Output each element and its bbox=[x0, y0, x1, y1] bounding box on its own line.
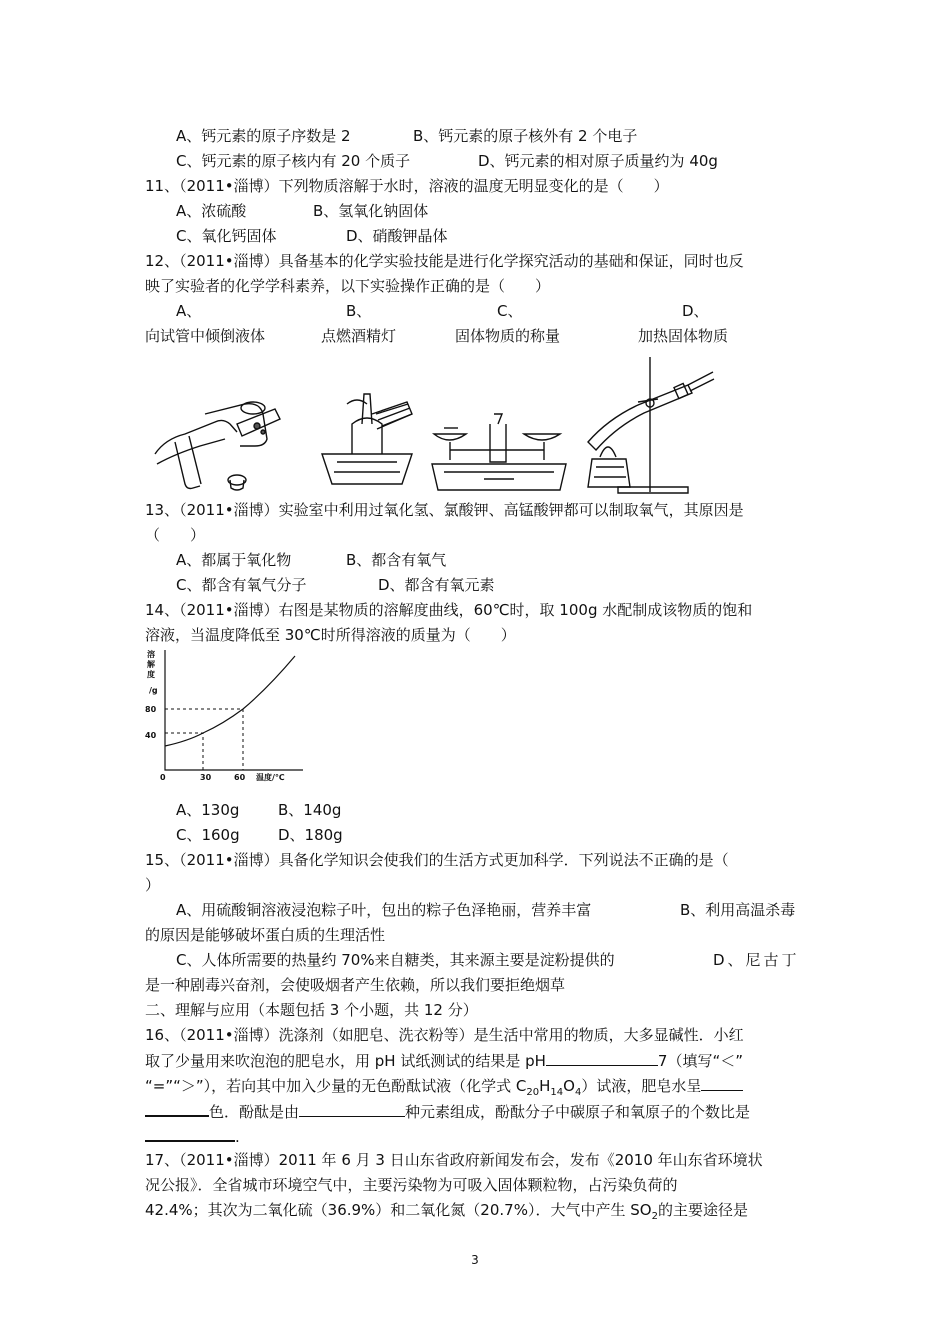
q10-option-b: B、钙元素的原子核外有 2 个电子 bbox=[413, 127, 638, 145]
q13-option-b: B、都含有氧气 bbox=[346, 551, 447, 569]
q14-stem-line2: 溶液，当温度降低至 30℃时所得溶液的质量为（ ） bbox=[145, 626, 516, 644]
q13-option-a: A、都属于氧化物 bbox=[176, 551, 292, 569]
q12-letter-a: A、 bbox=[176, 302, 202, 320]
q15-option-d-part1: D、尼古丁 bbox=[713, 951, 800, 969]
q16-line2 bbox=[145, 1050, 743, 1071]
q10-option-c: C、钙元素的原子核内有 20 个质子 bbox=[176, 152, 411, 170]
q14-option-d: D、180g bbox=[278, 826, 343, 844]
color-answer-blank-1[interactable] bbox=[701, 1075, 743, 1091]
guide-line-30 bbox=[165, 733, 203, 770]
q12-stem-line2: 映了实验者的化学学科素养，以下实验操作正确的是（ ） bbox=[145, 277, 551, 295]
graph-xtick-60: 60 bbox=[234, 773, 246, 782]
q16-line5-period: . bbox=[235, 1128, 240, 1146]
q13-stem-line1: 13、（2011•淄博）实验室中利用过氧化氢、氯酸钾、高锰酸钾都可以制取氧气，其原因是 bbox=[145, 501, 744, 519]
q16-line2-text-b: 7（填写“＜” bbox=[657, 1052, 744, 1070]
q10-option-d: D、钙元素的相对原子质量约为 40g bbox=[478, 152, 718, 170]
pouring-liquid-figure bbox=[145, 384, 305, 494]
ph-answer-blank[interactable] bbox=[546, 1050, 658, 1066]
q16-line2-text-a: 取了少量用来吹泡泡的肥皂水，用 pH 试纸测试的结果是 pH bbox=[145, 1052, 546, 1070]
q11-option-a: A、浓硫酸 bbox=[176, 202, 247, 220]
q16-line4-text-b: 种元素组成，酚酞分子中碳原子和氧原子的个数比是 bbox=[405, 1103, 751, 1121]
q17-line1: 17、（2011•淄博）2011 年 6 月 3 日山东省政府新闻发布会，发布《2010 年山东省环境状 bbox=[145, 1151, 763, 1169]
q12-letter-c: C、 bbox=[497, 302, 523, 320]
q14-stem-line1: 14、（2011•淄博）右图是某物质的溶解度曲线，60℃时，取 100g 水配制成该物质的饱和 bbox=[145, 601, 753, 619]
graph-ytick-80: 80 bbox=[145, 705, 157, 714]
q12-letter-b: B、 bbox=[346, 302, 372, 320]
q12-caption-b: 点燃酒精灯 bbox=[321, 327, 397, 345]
formula-sub-14: 14 bbox=[550, 1087, 564, 1098]
q13-stem-line2: （ ） bbox=[145, 526, 206, 544]
color-answer-blank-2[interactable] bbox=[145, 1100, 209, 1117]
q16-line3-text-a: “=”“＞”），若向其中加入少量的无色酚酞试液（化学式 C bbox=[145, 1077, 527, 1095]
q12-letter-d: D、 bbox=[682, 302, 709, 320]
q16-line3 bbox=[145, 1075, 743, 1096]
q17-line3 bbox=[145, 1200, 748, 1220]
graph-ylabel-char-1: 溶 bbox=[147, 650, 155, 659]
q17-line3-text-a: 42.4%；其次为二氧化硫（36.9%）和二氧化氮（20.7%）．大气中产生 SO bbox=[145, 1201, 652, 1219]
so2-subscript: 2 bbox=[651, 1211, 658, 1222]
graph-ylabel-char-2: 解 bbox=[147, 660, 155, 669]
q15-option-c: C、人体所需要的热量约 70%来自糖类，其来源主要是淀粉提供的 bbox=[176, 951, 615, 969]
q12-caption-c: 固体物质的称量 bbox=[455, 327, 561, 345]
q14-option-a: A、130g bbox=[176, 801, 240, 819]
q11-option-b: B、氢氧化钠固体 bbox=[313, 202, 429, 220]
q14-option-c: C、160g bbox=[176, 826, 240, 844]
q14-option-b: B、140g bbox=[278, 801, 342, 819]
q15-option-b-part2: 的原因是能够破坏蛋白质的生理活性 bbox=[145, 926, 386, 944]
q16-line4 bbox=[145, 1100, 750, 1122]
lighting-lamp-figure bbox=[312, 384, 424, 494]
atom-ratio-blank[interactable] bbox=[145, 1125, 235, 1142]
formula-sub-4: 4 bbox=[574, 1087, 582, 1098]
q17-line3-text-b: 的主要途径是 bbox=[657, 1201, 748, 1219]
section-two-heading: 二、理解与应用（本题包括 3 个小题，共 12 分） bbox=[145, 1001, 478, 1019]
q15-stem-line2: ） bbox=[145, 876, 161, 894]
q11-option-c: C、氧化钙固体 bbox=[176, 227, 277, 245]
q16-line1: 16、（2011•淄博）洗涤剂（如肥皂、洗衣粉等）是生活中常用的物质，大多显碱性．小红 bbox=[145, 1026, 744, 1044]
element-count-blank[interactable] bbox=[299, 1101, 405, 1117]
formula-h: H bbox=[539, 1077, 551, 1095]
q15-stem-line1: 15、（2011•淄博）具备化学知识会使我们的生活方式更加科学．下列说法不正确的是（ bbox=[145, 851, 729, 869]
q15-option-d-part2: 是一种剧毒兴奋剂，会使吸烟者产生依赖，所以我们要拒绝烟草 bbox=[145, 976, 566, 994]
heating-solid-figure bbox=[578, 347, 718, 495]
q12-caption-a: 向试管中倾倒液体 bbox=[145, 327, 266, 345]
formula-sub-20: 20 bbox=[526, 1087, 540, 1098]
q11-option-d: D、硝酸钾晶体 bbox=[346, 227, 448, 245]
graph-xtick-30: 30 bbox=[200, 773, 212, 782]
solubility-curve-graph bbox=[143, 646, 313, 784]
graph-axes bbox=[165, 650, 303, 770]
q10-option-a: A、钙元素的原子序数是 2 bbox=[176, 127, 351, 145]
q16-line5 bbox=[145, 1125, 240, 1147]
graph-xlabel: 温度/℃ bbox=[256, 773, 285, 782]
q17-line2: 况公报》．全省城市环境空气中，主要污染物为可吸入固体颗粒物，占污染负荷的 bbox=[145, 1176, 678, 1194]
formula-o: O bbox=[563, 1077, 575, 1095]
page-number: 3 bbox=[471, 1253, 479, 1267]
q16-line3-text-b: ）试液，肥皂水呈 bbox=[581, 1077, 702, 1095]
q12-stem-line1: 12、（2011•淄博）具备基本的化学实验技能是进行化学探究活动的基础和保证，同时也反 bbox=[145, 252, 744, 270]
graph-ytick-40: 40 bbox=[145, 731, 157, 740]
graph-yunit: /g bbox=[149, 686, 158, 695]
q16-line4-text-a: 色．酚酞是由 bbox=[209, 1103, 300, 1121]
q13-option-c: C、都含有氧气分子 bbox=[176, 576, 307, 594]
q11-stem: 11、（2011•淄博）下列物质溶解于水时，溶液的温度无明显变化的是（ ） bbox=[145, 177, 669, 195]
q15-option-a: A、用硫酸铜溶液浸泡粽子叶，包出的粽子色泽艳丽，营养丰富 bbox=[176, 901, 592, 919]
guide-line-60 bbox=[165, 709, 243, 770]
q15-option-b-part1: B、利用高温杀毒 bbox=[680, 901, 796, 919]
graph-xtick-0: 0 bbox=[160, 773, 166, 782]
q12-caption-d: 加热固体物质 bbox=[638, 327, 729, 345]
balance-scale-figure bbox=[424, 384, 574, 494]
graph-ylabel-char-3: 度 bbox=[147, 670, 155, 679]
q13-option-d: D、都含有氧元素 bbox=[378, 576, 495, 594]
